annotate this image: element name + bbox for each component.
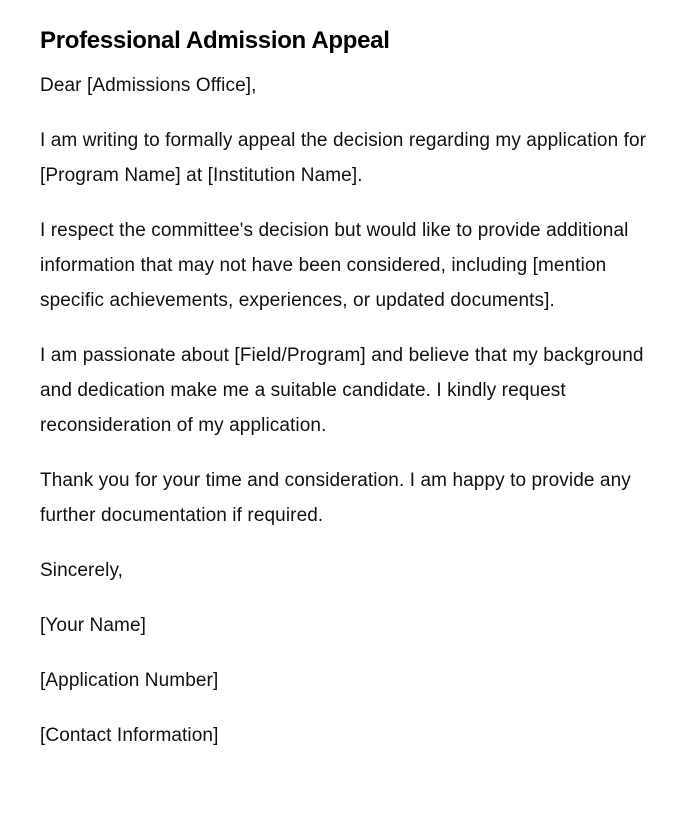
closing: Sincerely, <box>40 560 124 581</box>
paragraph-intro: I am writing to formally appeal the decision regarding my application for [Program Name] at [Institution Name]. <box>40 130 647 186</box>
salutation: Dear [Admissions Office], <box>40 75 257 96</box>
document-title: Professional Admission Appeal <box>40 27 390 54</box>
signature-contact: [Contact Information] <box>40 725 219 746</box>
signature-application-number: [Application Number] <box>40 670 219 691</box>
paragraph-additional-info: I respect the committee's decision but would like to provide additional information that may not have been considered, including [mention specific achievements, experiences, or updated documents]. <box>40 220 629 311</box>
signature-name: [Your Name] <box>40 615 147 636</box>
paragraph-thanks: Thank you for your time and consideration. I am happy to provide any further documentation if required. <box>40 470 631 526</box>
paragraph-motivation: I am passionate about [Field/Program] and believe that my background and dedication make me a suitable candidate. I kindly request reconsideration of my application. <box>40 345 644 436</box>
